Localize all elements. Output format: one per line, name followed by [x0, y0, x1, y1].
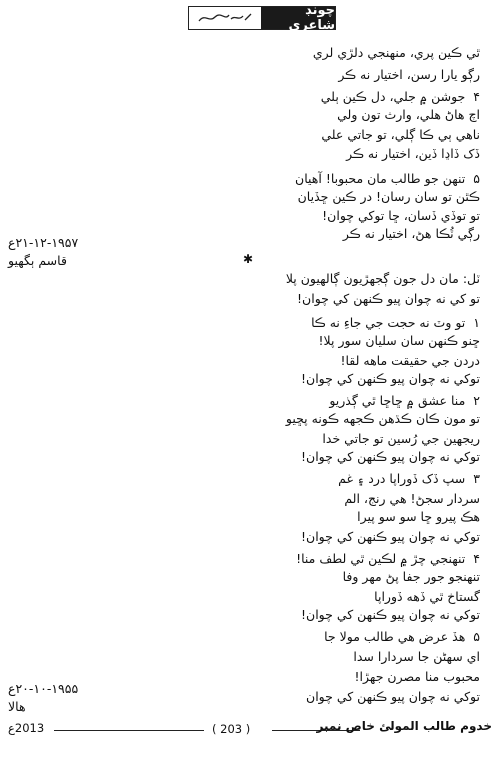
poem1-line: رڳو يارا رسن، اختيار نه ڪر	[338, 67, 480, 82]
poem1-line: ڪٿن تو سان رسان! در ڪين ڇڏيان	[297, 189, 480, 204]
poem2-line-text: سپ ڏک ڏوراپا درد ۽ غم	[338, 471, 466, 486]
poem1-line: ڏک ڏاڍا ڏين، اختيار نه ڪر	[346, 146, 480, 161]
poem1-line: تو توڏي ڏسان، ڇا توکي چوان!	[322, 208, 480, 223]
signature-logo	[189, 7, 261, 29]
poem2-line: دردن جي حقيقت ماهه لقا!	[340, 353, 480, 368]
poem2-line: هڪ پيرو ڇا سو سو پيرا	[357, 509, 480, 524]
poem2-line: ڇنو ڪنهن سان سليان سور پلا!	[318, 333, 480, 348]
poem2-line	[30, 470, 480, 488]
poem2-line: ٽل: مان دل جون ڳجهڙيون ڳالهيون پلا	[285, 271, 480, 286]
signature-icon	[195, 9, 255, 27]
poem1-line-text: تنهن جو طالب مان محبوبا! آهيان	[295, 171, 466, 186]
separator-star-icon: ✱	[243, 252, 254, 266]
footer-year: 2013ع	[8, 721, 45, 735]
poem2-line	[30, 314, 480, 332]
stanza-number: ۳	[473, 471, 480, 486]
footer-rule-left	[54, 730, 204, 731]
poem2-line: توکي نه چوان پيو ڪنهن کي چوان!	[301, 607, 480, 622]
stanza-number: ۵	[473, 171, 480, 186]
poem1-line	[30, 88, 480, 106]
section-title: چونڊ شاعري	[261, 7, 335, 29]
poem2-line-text: منا عشق ۾ ڇاڇا ٿي ڳذريو	[329, 393, 466, 408]
poem2-line: سردار سجڻ! هي رنج، الم	[344, 491, 480, 506]
poem2-line-text: تو وٽ نه حجت جي جاءِ نه ڪا	[311, 315, 466, 330]
poem2-line: تنهنجو جور جفا پڻ مهر وفا	[342, 569, 480, 584]
poem2-line-text: تنهنجي چڙ ۾ لڪين ٿي لطف منا!	[296, 551, 466, 566]
page-number: ( 203 )	[212, 722, 251, 736]
poem2-line	[30, 392, 480, 410]
poem2-line: محبوب منا مصرن جهڙا!	[354, 669, 480, 684]
stanza-number: ۲	[473, 393, 480, 408]
poem2-line	[30, 550, 480, 568]
publication-title: خدوم طالب المولئ خاص نمبر	[316, 719, 492, 733]
poem2-line: گستاخ ٿي ڏهه ڏوراپا	[374, 589, 480, 604]
poem2-line: تو کي نه چوان پيو ڪنهن کي چوان!	[297, 291, 480, 306]
poem2-line-text: هڏ عرض هي طالب مولا جا	[324, 629, 466, 644]
poem2-line	[30, 628, 480, 646]
poem1-date: ۲۱-۱۲-۱۹۵۷ع	[8, 235, 79, 250]
stanza-number: ۱	[473, 315, 480, 330]
poem2-place: هالا	[8, 699, 26, 714]
poem2-line: توکي نه چوان پيو ڪنهن کي چوان!	[301, 529, 480, 544]
poem1-line: ناهي ٻي ڪا ڳلي، تو جاتي علي	[321, 127, 480, 142]
poem2-line: تو مون ڪان ڪڌهن ڪجهه ڪونه پڇيو	[285, 411, 480, 426]
poem2-date: ۲۰-۱۰-۱۹۵۵ع	[8, 681, 79, 696]
poem2-line: توکي نه چوان پيو ڪنهن کي چوان!	[301, 449, 480, 464]
poem1-line: ٿي ڪين پري، منهنجي دلڙي لري	[312, 45, 480, 60]
stanza-number: ۴	[473, 89, 480, 104]
poem1-line: رڳي ٽُڪا هڻ، اختيار نه ڪر	[342, 226, 480, 241]
poem1-line-text: جوشن ۾ جلي، دل ڪين ٻلي	[320, 89, 466, 104]
poem2-line: اي سهڻن جا سردارا سدا	[353, 649, 480, 664]
poem2-line: ريجهين جي رُسين تو جاتي خدا	[322, 431, 480, 446]
poem2-line: توکي نه چوان پيو ڪنهن کي چوان	[306, 689, 480, 704]
poem2-line: توکي نه چوان پيو ڪنهن کي چوان!	[301, 371, 480, 386]
poem1-line: اچ هاڻ هلي، وارث تون ولي	[337, 107, 480, 122]
poem1-author: قاسم ٻگهيو	[8, 253, 67, 268]
section-header	[188, 3, 336, 33]
poem1-line	[30, 170, 480, 188]
stanza-number: ۴	[473, 551, 480, 566]
stanza-number: ۵	[473, 629, 480, 644]
